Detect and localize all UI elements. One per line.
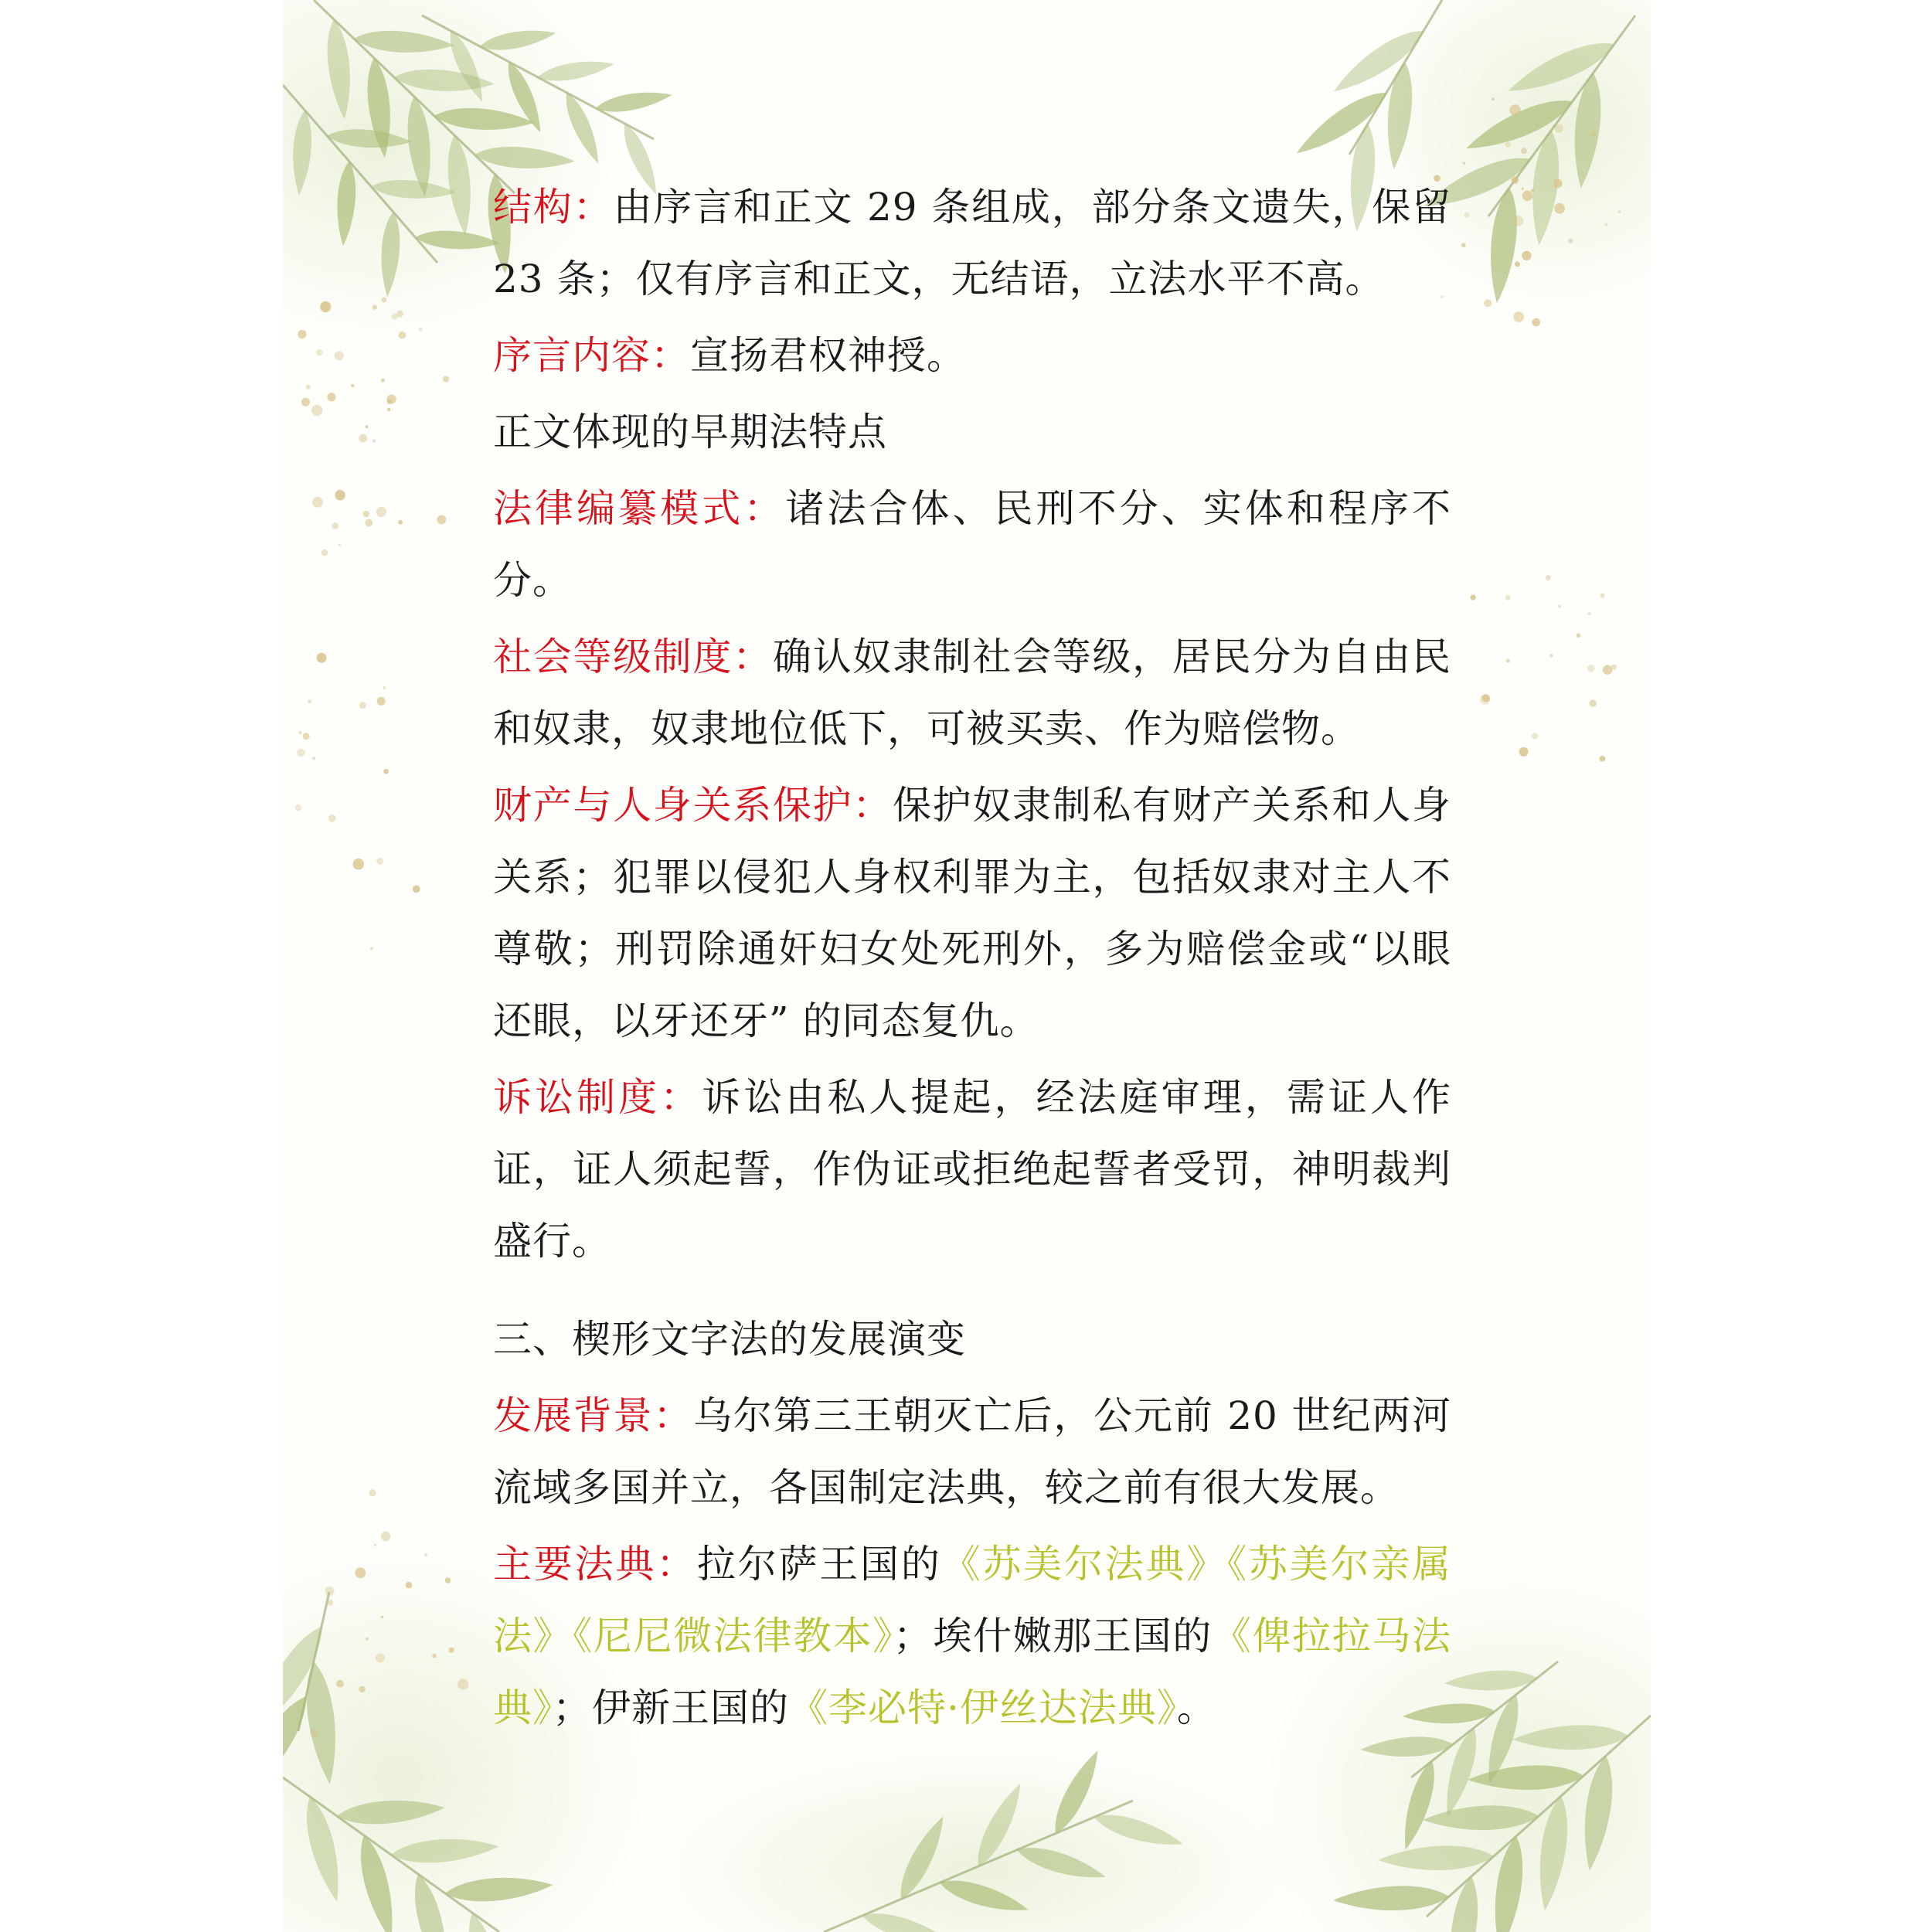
document-body bbox=[493, 172, 1451, 1749]
label-property-protection: 财产与人身关系保护： bbox=[493, 783, 893, 828]
label-litigation: 诉讼制度： bbox=[493, 1075, 702, 1120]
book-titles-larsa: 《苏美尔法典》《苏美尔亲属法》《尼尼微法律教本》 bbox=[493, 1542, 1452, 1658]
heading-early-law-features: 正文体现的早期法特点 bbox=[493, 410, 887, 454]
paragraph-background bbox=[493, 1380, 1451, 1524]
paragraph-main-codes bbox=[493, 1529, 1451, 1744]
paragraph-social-hierarchy bbox=[493, 621, 1451, 765]
document-sheet bbox=[283, 0, 1651, 1932]
text-eshnunna: ；埃什嫩那王国的 bbox=[893, 1614, 1213, 1658]
text-preface: 宣扬君权神授。 bbox=[690, 333, 966, 378]
text-larsa: 拉尔萨王国的 bbox=[696, 1542, 942, 1587]
text-isin: ；伊新王国的 bbox=[553, 1685, 789, 1730]
gold-speckles-4 bbox=[295, 653, 420, 950]
label-preface: 序言内容： bbox=[493, 333, 690, 378]
label-main-codes: 主要法典： bbox=[493, 1542, 697, 1587]
text-background: 乌尔第三王朝灭亡后，公元前 20 世纪两河流域多国并立，各国制定法典，较之前有很大发展。 bbox=[493, 1393, 1451, 1510]
text-codification: 诸法合体、民刑不分、实体和程序不分。 bbox=[493, 486, 1452, 603]
paragraph-property-protection bbox=[493, 770, 1451, 1057]
text-period: 。 bbox=[1176, 1685, 1216, 1730]
label-codification: 法律编纂模式： bbox=[493, 486, 786, 531]
paragraph-preface bbox=[493, 320, 1451, 392]
book-title-bilalama: 《俾拉拉马法典》 bbox=[493, 1614, 1451, 1730]
label-structure: 结构： bbox=[493, 185, 614, 230]
text-litigation: 诉讼由私人提起，经法庭审理，需证人作证，证人须起誓，作伪证或拒绝起誓者受罚，神明裁判盛行。 bbox=[493, 1075, 1452, 1264]
text-property-protection: 保护奴隶制私有财产关系和人身关系；犯罪以侵犯人身权利罪为主，包括奴隶对主人不尊敬；刑罚除通奸妇女处死刑外，多为赔偿金或“以眼还眼，以牙还牙” 的同态复仇。 bbox=[493, 783, 1452, 1043]
book-title-lipit-ishtar: 《李必特·伊丝达法典》 bbox=[789, 1685, 1177, 1730]
gold-speckles-3 bbox=[1471, 575, 1617, 761]
text-social-hierarchy: 确认奴隶制社会等级，居民分为自由民和奴隶，奴隶地位低下，可被买卖、作为赔偿物。 bbox=[493, 634, 1452, 751]
heading-section-three: 三、楔形文字法的发展演变 bbox=[493, 1317, 966, 1362]
paragraph-structure bbox=[493, 172, 1451, 315]
label-background: 发展背景： bbox=[493, 1393, 694, 1438]
paragraph-codification bbox=[493, 473, 1451, 617]
paragraph-litigation bbox=[493, 1062, 1451, 1277]
text-structure: 由序言和正文 29 条组成，部分条文遗失，保留 23 条；仅有序言和正文，无结语，立法水平不高。 bbox=[493, 185, 1452, 301]
label-social-hierarchy: 社会等级制度： bbox=[493, 634, 773, 679]
